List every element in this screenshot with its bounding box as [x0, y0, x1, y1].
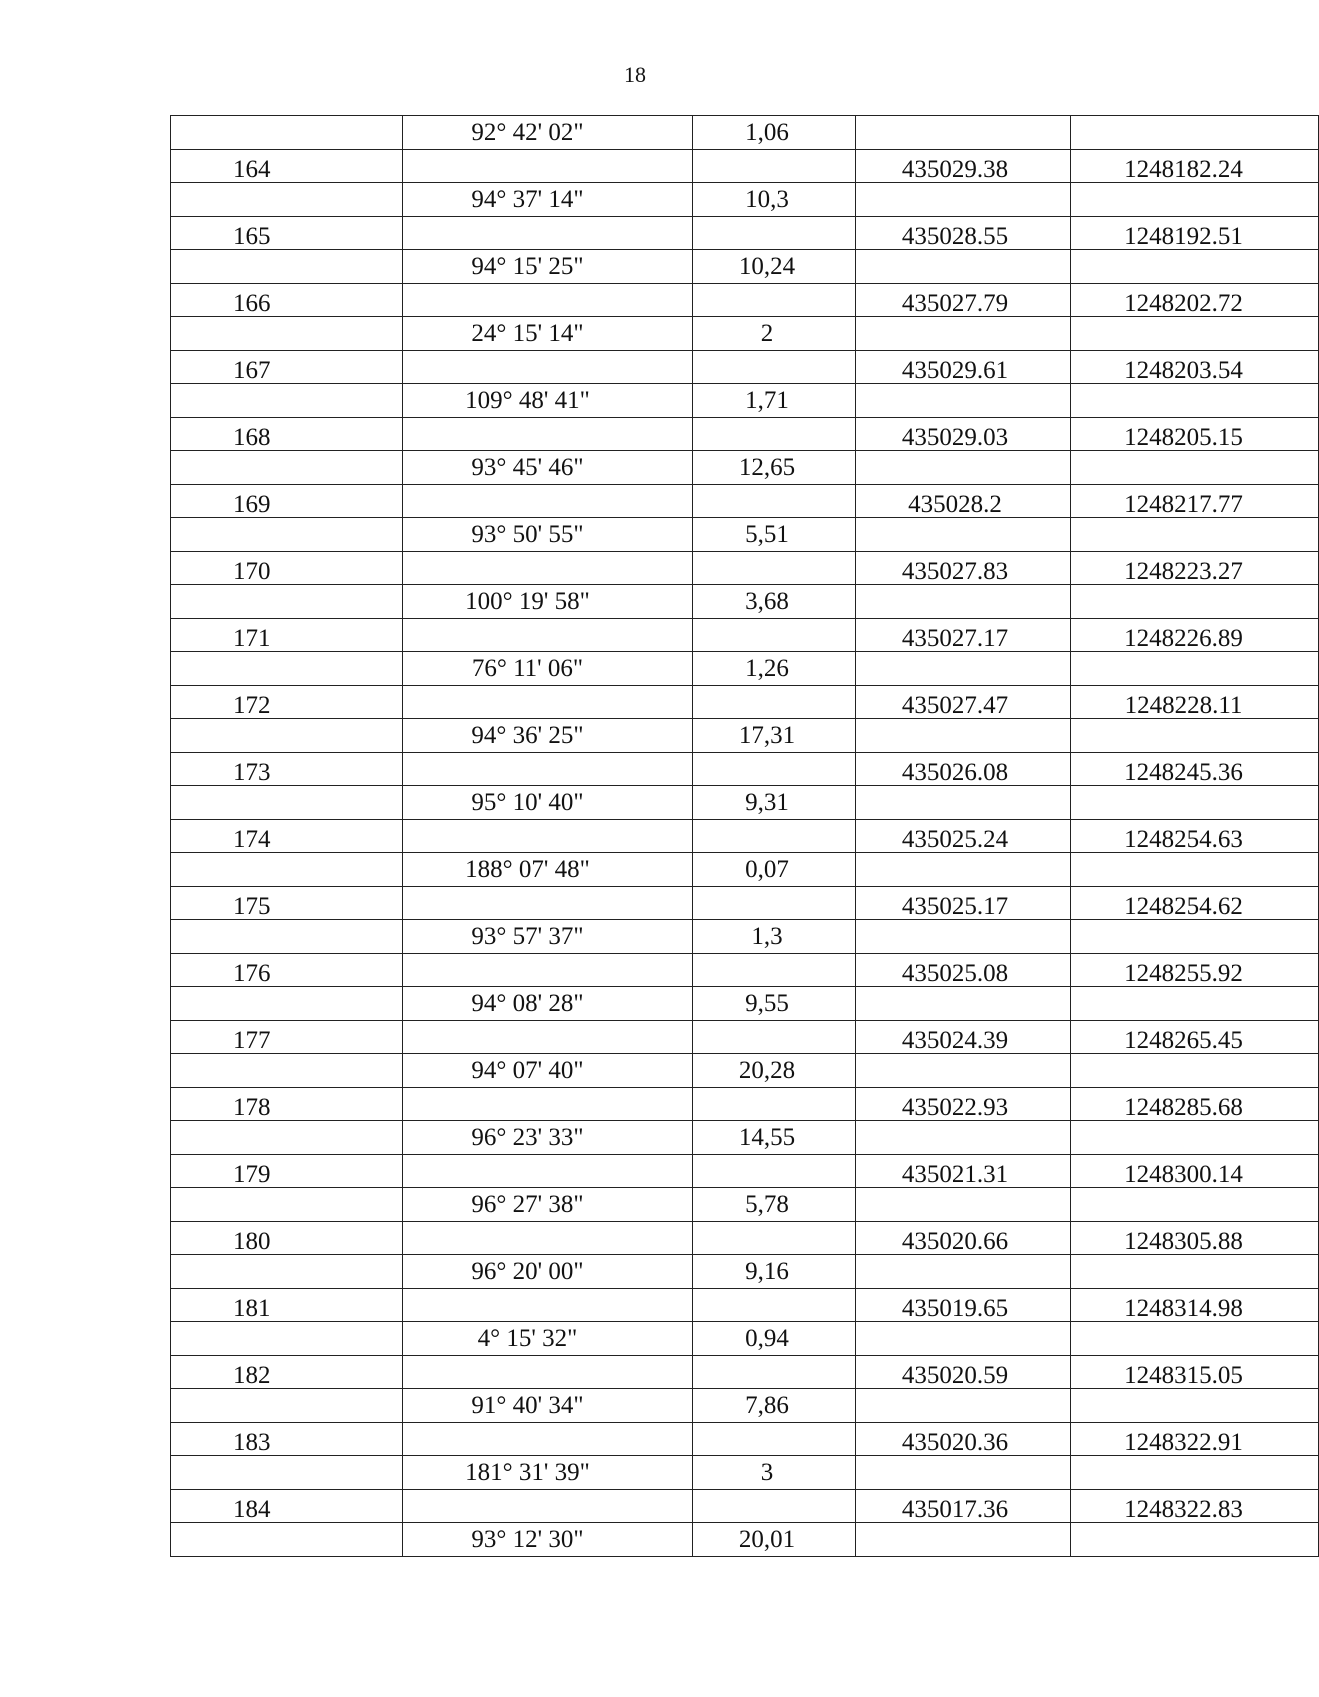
angle-cell: 181° 31' 39" [403, 1456, 693, 1490]
point-number-cell [171, 1456, 403, 1490]
y-coordinate-cell [1071, 652, 1319, 686]
point-number-cell: 168 [171, 417, 403, 451]
angle-cell: 94° 07' 40" [403, 1054, 693, 1088]
distance-cell [693, 216, 856, 250]
distance-cell [693, 149, 856, 183]
point-row [171, 1154, 1319, 1188]
bearing-row [171, 786, 1319, 820]
point-number-cell [171, 1054, 403, 1088]
angle-cell: 94° 08' 28" [403, 987, 693, 1021]
point-number-cell: 167 [171, 350, 403, 384]
distance-cell: 5,51 [693, 518, 856, 552]
distance-cell [693, 283, 856, 317]
y-coordinate-cell [1071, 518, 1319, 552]
angle-cell [403, 1221, 693, 1255]
x-coordinate-cell [856, 1054, 1071, 1088]
distance-cell: 5,78 [693, 1188, 856, 1222]
distance-cell: 20,28 [693, 1054, 856, 1088]
x-coordinate-cell [856, 384, 1071, 418]
distance-cell: 9,31 [693, 786, 856, 820]
x-coordinate-cell: 435019.65 [856, 1288, 1071, 1322]
point-row [171, 551, 1319, 585]
point-row [171, 819, 1319, 853]
distance-cell [693, 484, 856, 518]
point-number-cell: 181 [171, 1288, 403, 1322]
point-number-cell: 171 [171, 618, 403, 652]
point-number-cell [171, 786, 403, 820]
y-coordinate-cell [1071, 384, 1319, 418]
point-row [171, 1288, 1319, 1322]
bearing-row [171, 518, 1319, 552]
point-number-cell [171, 116, 403, 150]
point-number-cell: 165 [171, 216, 403, 250]
x-coordinate-cell [856, 853, 1071, 887]
angle-cell [403, 618, 693, 652]
y-coordinate-cell [1071, 116, 1319, 150]
distance-cell [693, 1221, 856, 1255]
point-number-cell [171, 853, 403, 887]
x-coordinate-cell: 435027.17 [856, 618, 1071, 652]
angle-cell: 93° 57' 37" [403, 920, 693, 954]
y-coordinate-cell [1071, 1456, 1319, 1490]
angle-cell: 96° 27' 38" [403, 1188, 693, 1222]
point-row [171, 1221, 1319, 1255]
x-coordinate-cell [856, 1322, 1071, 1356]
point-row [171, 953, 1319, 987]
angle-cell: 93° 45' 46" [403, 451, 693, 485]
distance-cell: 0,07 [693, 853, 856, 887]
bearing-row [171, 116, 1319, 150]
angle-cell: 91° 40' 34" [403, 1389, 693, 1423]
point-number-cell: 170 [171, 551, 403, 585]
x-coordinate-cell [856, 786, 1071, 820]
point-row [171, 1422, 1319, 1456]
point-number-cell [171, 1255, 403, 1289]
point-number-cell: 175 [171, 886, 403, 920]
y-coordinate-cell: 1248228.11 [1071, 685, 1319, 719]
point-row [171, 216, 1319, 250]
distance-cell: 7,86 [693, 1389, 856, 1423]
coordinates-table-body [171, 116, 1319, 1557]
x-coordinate-cell: 435028.55 [856, 216, 1071, 250]
y-coordinate-cell: 1248305.88 [1071, 1221, 1319, 1255]
x-coordinate-cell: 435024.39 [856, 1020, 1071, 1054]
distance-cell [693, 618, 856, 652]
angle-cell: 93° 50' 55" [403, 518, 693, 552]
point-number-cell: 164 [171, 149, 403, 183]
point-number-cell [171, 451, 403, 485]
x-coordinate-cell: 435025.17 [856, 886, 1071, 920]
x-coordinate-cell [856, 116, 1071, 150]
y-coordinate-cell [1071, 183, 1319, 217]
point-number-cell: 169 [171, 484, 403, 518]
point-number-cell [171, 585, 403, 619]
point-row [171, 417, 1319, 451]
x-coordinate-cell [856, 1389, 1071, 1423]
angle-cell: 188° 07' 48" [403, 853, 693, 887]
angle-cell [403, 1355, 693, 1389]
distance-cell [693, 953, 856, 987]
point-number-cell [171, 518, 403, 552]
distance-cell [693, 417, 856, 451]
y-coordinate-cell: 1248265.45 [1071, 1020, 1319, 1054]
x-coordinate-cell [856, 1456, 1071, 1490]
point-number-cell: 172 [171, 685, 403, 719]
point-number-cell [171, 384, 403, 418]
y-coordinate-cell: 1248315.05 [1071, 1355, 1319, 1389]
point-row [171, 1489, 1319, 1523]
x-coordinate-cell [856, 1255, 1071, 1289]
y-coordinate-cell [1071, 920, 1319, 954]
angle-cell [403, 685, 693, 719]
distance-cell [693, 1422, 856, 1456]
y-coordinate-cell [1071, 451, 1319, 485]
bearing-row [171, 652, 1319, 686]
bearing-row [171, 1121, 1319, 1155]
point-row [171, 1355, 1319, 1389]
x-coordinate-cell [856, 183, 1071, 217]
distance-cell: 1,06 [693, 116, 856, 150]
distance-cell [693, 752, 856, 786]
x-coordinate-cell: 435027.79 [856, 283, 1071, 317]
angle-cell [403, 417, 693, 451]
y-coordinate-cell: 1248322.83 [1071, 1489, 1319, 1523]
angle-cell: 4° 15' 32" [403, 1322, 693, 1356]
angle-cell [403, 1087, 693, 1121]
bearing-row [171, 1188, 1319, 1222]
angle-cell: 24° 15' 14" [403, 317, 693, 351]
point-row [171, 350, 1319, 384]
y-coordinate-cell [1071, 719, 1319, 753]
bearing-row [171, 987, 1319, 1021]
point-number-cell [171, 250, 403, 284]
angle-cell [403, 1288, 693, 1322]
angle-cell [403, 819, 693, 853]
x-coordinate-cell [856, 1523, 1071, 1557]
y-coordinate-cell [1071, 1322, 1319, 1356]
y-coordinate-cell [1071, 1255, 1319, 1289]
bearing-row [171, 719, 1319, 753]
coordinates-table [170, 115, 1319, 1557]
angle-cell: 92° 42' 02" [403, 116, 693, 150]
angle-cell [403, 283, 693, 317]
x-coordinate-cell: 435025.24 [856, 819, 1071, 853]
distance-cell [693, 1355, 856, 1389]
x-coordinate-cell [856, 652, 1071, 686]
distance-cell [693, 886, 856, 920]
angle-cell [403, 1020, 693, 1054]
point-row [171, 886, 1319, 920]
bearing-row [171, 1322, 1319, 1356]
distance-cell [693, 1489, 856, 1523]
point-number-cell [171, 317, 403, 351]
point-number-cell: 182 [171, 1355, 403, 1389]
distance-cell: 0,94 [693, 1322, 856, 1356]
distance-cell: 3 [693, 1456, 856, 1490]
distance-cell: 10,24 [693, 250, 856, 284]
point-number-cell: 178 [171, 1087, 403, 1121]
distance-cell [693, 1154, 856, 1188]
distance-cell: 1,71 [693, 384, 856, 418]
distance-cell [693, 551, 856, 585]
y-coordinate-cell: 1248205.15 [1071, 417, 1319, 451]
distance-cell: 17,31 [693, 719, 856, 753]
bearing-row [171, 1456, 1319, 1490]
angle-cell: 93° 12' 30" [403, 1523, 693, 1557]
angle-cell [403, 149, 693, 183]
y-coordinate-cell [1071, 1389, 1319, 1423]
angle-cell: 94° 37' 14" [403, 183, 693, 217]
x-coordinate-cell: 435028.2 [856, 484, 1071, 518]
x-coordinate-cell: 435029.61 [856, 350, 1071, 384]
point-number-cell: 177 [171, 1020, 403, 1054]
angle-cell [403, 1154, 693, 1188]
x-coordinate-cell: 435020.59 [856, 1355, 1071, 1389]
point-number-cell [171, 1389, 403, 1423]
distance-cell: 3,68 [693, 585, 856, 619]
distance-cell [693, 1288, 856, 1322]
bearing-row [171, 1054, 1319, 1088]
y-coordinate-cell: 1248300.14 [1071, 1154, 1319, 1188]
distance-cell [693, 1087, 856, 1121]
y-coordinate-cell: 1248322.91 [1071, 1422, 1319, 1456]
point-number-cell [171, 1523, 403, 1557]
y-coordinate-cell: 1248255.92 [1071, 953, 1319, 987]
point-number-cell [171, 987, 403, 1021]
y-coordinate-cell: 1248203.54 [1071, 350, 1319, 384]
point-number-cell [171, 652, 403, 686]
y-coordinate-cell [1071, 786, 1319, 820]
distance-cell [693, 685, 856, 719]
angle-cell: 109° 48' 41" [403, 384, 693, 418]
bearing-row [171, 384, 1319, 418]
bearing-row [171, 183, 1319, 217]
y-coordinate-cell: 1248182.24 [1071, 149, 1319, 183]
bearing-row [171, 250, 1319, 284]
x-coordinate-cell: 435017.36 [856, 1489, 1071, 1523]
point-row [171, 1020, 1319, 1054]
y-coordinate-cell: 1248314.98 [1071, 1288, 1319, 1322]
x-coordinate-cell [856, 518, 1071, 552]
angle-cell: 94° 15' 25" [403, 250, 693, 284]
y-coordinate-cell [1071, 317, 1319, 351]
x-coordinate-cell: 435025.08 [856, 953, 1071, 987]
bearing-row [171, 585, 1319, 619]
point-row [171, 685, 1319, 719]
angle-cell: 94° 36' 25" [403, 719, 693, 753]
angle-cell [403, 1422, 693, 1456]
y-coordinate-cell [1071, 1054, 1319, 1088]
y-coordinate-cell: 1248254.62 [1071, 886, 1319, 920]
angle-cell [403, 216, 693, 250]
point-row [171, 149, 1319, 183]
y-coordinate-cell: 1248226.89 [1071, 618, 1319, 652]
point-number-cell: 179 [171, 1154, 403, 1188]
y-coordinate-cell [1071, 1523, 1319, 1557]
distance-cell: 10,3 [693, 183, 856, 217]
x-coordinate-cell [856, 1121, 1071, 1155]
bearing-row [171, 317, 1319, 351]
bearing-row [171, 451, 1319, 485]
distance-cell: 9,16 [693, 1255, 856, 1289]
distance-cell: 9,55 [693, 987, 856, 1021]
angle-cell [403, 752, 693, 786]
x-coordinate-cell: 435020.66 [856, 1221, 1071, 1255]
point-number-cell [171, 719, 403, 753]
y-coordinate-cell [1071, 1121, 1319, 1155]
x-coordinate-cell: 435027.83 [856, 551, 1071, 585]
angle-cell: 100° 19' 58" [403, 585, 693, 619]
point-row [171, 283, 1319, 317]
page-number: 18 [624, 62, 646, 87]
x-coordinate-cell: 435020.36 [856, 1422, 1071, 1456]
x-coordinate-cell: 435022.93 [856, 1087, 1071, 1121]
x-coordinate-cell [856, 585, 1071, 619]
x-coordinate-cell [856, 451, 1071, 485]
point-number-cell: 166 [171, 283, 403, 317]
y-coordinate-cell: 1248217.77 [1071, 484, 1319, 518]
y-coordinate-cell: 1248202.72 [1071, 283, 1319, 317]
distance-cell: 1,26 [693, 652, 856, 686]
x-coordinate-cell: 435027.47 [856, 685, 1071, 719]
point-row [171, 752, 1319, 786]
y-coordinate-cell: 1248285.68 [1071, 1087, 1319, 1121]
distance-cell [693, 350, 856, 384]
point-number-cell [171, 1322, 403, 1356]
x-coordinate-cell [856, 317, 1071, 351]
y-coordinate-cell [1071, 1188, 1319, 1222]
angle-cell [403, 886, 693, 920]
angle-cell [403, 551, 693, 585]
point-row [171, 618, 1319, 652]
bearing-row [171, 853, 1319, 887]
point-number-cell [171, 183, 403, 217]
x-coordinate-cell [856, 987, 1071, 1021]
bearing-row [171, 1389, 1319, 1423]
point-number-cell [171, 1121, 403, 1155]
angle-cell: 96° 23' 33" [403, 1121, 693, 1155]
point-number-cell: 173 [171, 752, 403, 786]
bearing-row [171, 920, 1319, 954]
y-coordinate-cell [1071, 585, 1319, 619]
angle-cell [403, 350, 693, 384]
point-row [171, 484, 1319, 518]
distance-cell: 1,3 [693, 920, 856, 954]
x-coordinate-cell [856, 920, 1071, 954]
point-number-cell [171, 1188, 403, 1222]
point-number-cell: 174 [171, 819, 403, 853]
angle-cell [403, 1489, 693, 1523]
y-coordinate-cell [1071, 250, 1319, 284]
distance-cell: 12,65 [693, 451, 856, 485]
x-coordinate-cell: 435021.31 [856, 1154, 1071, 1188]
x-coordinate-cell [856, 250, 1071, 284]
bearing-row [171, 1523, 1319, 1557]
point-number-cell: 184 [171, 1489, 403, 1523]
point-number-cell: 183 [171, 1422, 403, 1456]
x-coordinate-cell: 435029.03 [856, 417, 1071, 451]
angle-cell: 96° 20' 00" [403, 1255, 693, 1289]
distance-cell [693, 819, 856, 853]
point-number-cell: 176 [171, 953, 403, 987]
y-coordinate-cell: 1248192.51 [1071, 216, 1319, 250]
angle-cell: 76° 11' 06" [403, 652, 693, 686]
angle-cell [403, 484, 693, 518]
y-coordinate-cell [1071, 853, 1319, 887]
y-coordinate-cell: 1248245.36 [1071, 752, 1319, 786]
x-coordinate-cell: 435026.08 [856, 752, 1071, 786]
angle-cell: 95° 10' 40" [403, 786, 693, 820]
distance-cell [693, 1020, 856, 1054]
point-number-cell: 180 [171, 1221, 403, 1255]
y-coordinate-cell: 1248223.27 [1071, 551, 1319, 585]
y-coordinate-cell [1071, 987, 1319, 1021]
x-coordinate-cell: 435029.38 [856, 149, 1071, 183]
x-coordinate-cell [856, 719, 1071, 753]
bearing-row [171, 1255, 1319, 1289]
y-coordinate-cell: 1248254.63 [1071, 819, 1319, 853]
distance-cell: 14,55 [693, 1121, 856, 1155]
distance-cell: 20,01 [693, 1523, 856, 1557]
point-number-cell [171, 920, 403, 954]
distance-cell: 2 [693, 317, 856, 351]
x-coordinate-cell [856, 1188, 1071, 1222]
angle-cell [403, 953, 693, 987]
point-row [171, 1087, 1319, 1121]
